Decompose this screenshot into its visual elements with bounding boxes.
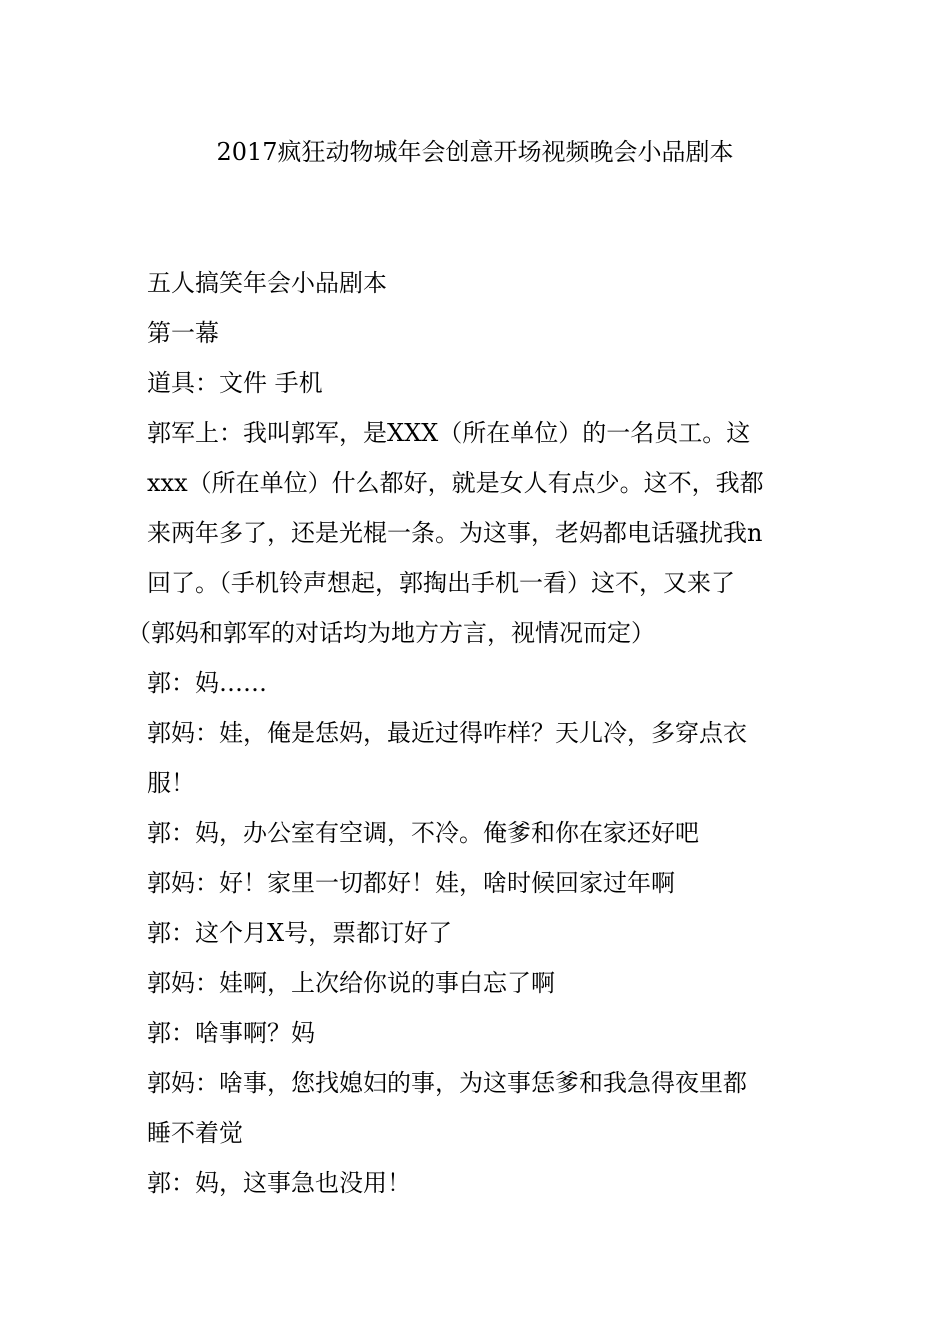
document-body <box>127 258 807 1208</box>
paragraph-line: 郭妈：啥事，您找媳妇的事，为这事恁爹和我急得夜里都 <box>147 1069 747 1097</box>
paragraph-line: 睡不着觉 <box>147 1119 243 1147</box>
paragraph-line: 郭：妈…… <box>147 669 267 697</box>
paragraph-line: 五人搞笑年会小品剧本 <box>147 269 387 297</box>
paragraph-line: 郭：这个月X号，票都订好了 <box>147 919 453 947</box>
document-title: 2017疯狂动物城年会创意开场视频晚会小品剧本 <box>216 138 734 166</box>
paragraph-line: 第一幕 <box>147 319 219 347</box>
paragraph-line: 郭：妈，这事急也没用！ <box>147 1169 411 1197</box>
paragraph-line: 郭妈：娃啊，上次给你说的事白忘了啊 <box>147 969 555 997</box>
paragraph-line: 道具：文件 手机 <box>147 369 323 397</box>
paragraph-line: 郭军上：我叫郭军，是XXX（所在单位）的一名员工。这 <box>147 419 751 447</box>
paragraph-line: 郭妈：好！家里一切都好！娃，啥时候回家过年啊 <box>147 869 675 897</box>
paragraph-line: 回了。（手机铃声想起，郭掏出手机一看）这不，又来了 <box>147 569 735 597</box>
paragraph-line: （郭妈和郭军的对话均为地方方言，视情况而定） <box>127 619 655 647</box>
paragraph-line: 来两年多了，还是光棍一条。为这事，老妈都电话骚扰我n <box>147 519 763 547</box>
paragraph-line: 郭妈：娃，俺是恁妈，最近过得咋样？天儿冷，多穿点衣 <box>147 719 747 747</box>
paragraph-line: 郭：啥事啊？妈 <box>147 1019 315 1047</box>
paragraph-line: 服！ <box>147 769 195 797</box>
paragraph-line: 郭：妈，办公室有空调，不冷。俺爹和你在家还好吧 <box>147 819 699 847</box>
paragraph-line: xxx（所在单位）什么都好，就是女人有点少。这不，我都 <box>147 469 764 497</box>
